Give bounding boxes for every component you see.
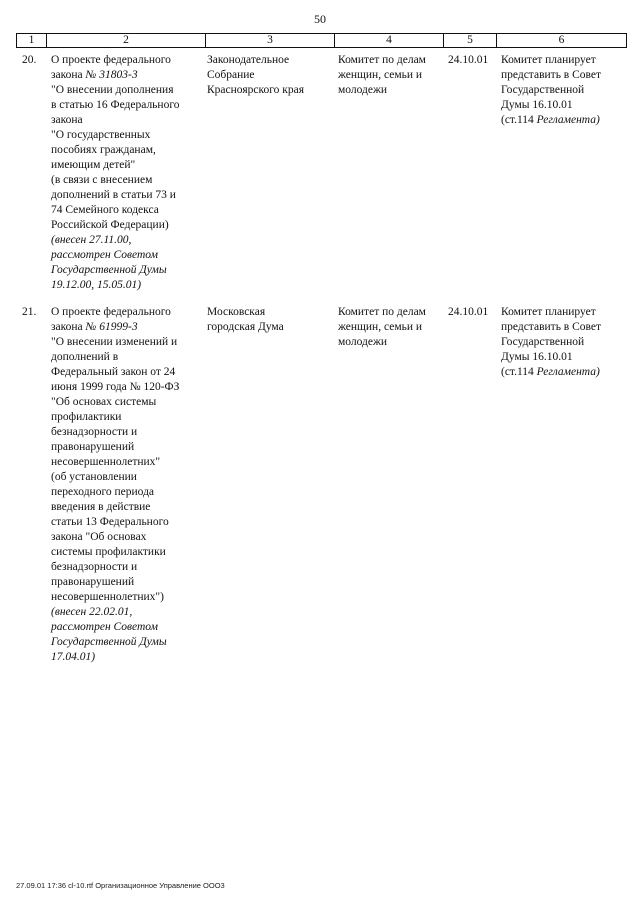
text-line: (внесен 27.11.00, <box>51 234 132 246</box>
text-line-plain-part: (ст.114 <box>501 114 537 126</box>
text-line: представить в Совет <box>501 321 602 333</box>
text-line: закона <box>51 114 83 126</box>
text-line: (об установлении <box>51 471 137 483</box>
text-line: правонарушений <box>51 576 135 588</box>
text-line: Комитет по делам <box>338 54 426 66</box>
text-line-plain-part: (ст.114 <box>501 366 537 378</box>
text-line: Комитет планирует <box>501 54 596 66</box>
text-line: имеющим детей" <box>51 159 136 171</box>
text-line: О проекте федерального <box>51 306 171 318</box>
text-line: несовершеннолетних" <box>51 456 161 468</box>
column-header-6: 6 <box>497 34 627 48</box>
text-line: Думы 16.10.01 <box>501 99 573 111</box>
date: 24.10.01 <box>448 54 489 66</box>
text-line: 17.04.01) <box>51 651 96 663</box>
initiator <box>207 305 335 335</box>
text-line: "О государственных <box>51 129 151 141</box>
text-line: Московская <box>207 306 266 318</box>
text-line: Государственной Думы <box>51 264 167 276</box>
text-line: введения в действие <box>51 501 151 513</box>
text-line: (в связи с внесением <box>51 174 153 186</box>
text-line: Федеральный закон от 24 <box>51 366 176 378</box>
bill-description <box>51 53 201 293</box>
text-line: женщин, семьи и <box>338 321 423 333</box>
bill-description <box>51 305 201 665</box>
text-line: молодежи <box>338 84 388 96</box>
text-line: профилактики <box>51 411 122 423</box>
text-line <box>51 68 201 83</box>
plan-note <box>501 53 626 128</box>
column-header-4: 4 <box>335 34 444 48</box>
text-line: О проекте федерального <box>51 54 171 66</box>
text-line: 19.12.00, 15.05.01) <box>51 279 142 291</box>
text-line: женщин, семьи и <box>338 69 423 81</box>
text-line: правонарушений <box>51 441 135 453</box>
column-header-row <box>16 33 627 48</box>
text-line-italic-part: № 61999-3 <box>85 321 138 333</box>
text-line: (внесен 22.02.01, <box>51 606 133 618</box>
text-line: в статью 16 Федерального <box>51 99 180 111</box>
text-line-plain-part: закона <box>51 69 86 81</box>
footer-info: 27.09.01 17:36 cl-10.rtf Организационное Управление ООО3 <box>16 881 225 890</box>
text-line: статьи 13 Федерального <box>51 516 169 528</box>
text-line-italic-part: Регламента) <box>536 114 600 126</box>
text-line: дополнений в статьи 73 и <box>51 189 176 201</box>
text-line: рассмотрен Советом <box>51 249 158 261</box>
text-line: рассмотрен Советом <box>51 621 158 633</box>
text-line-italic-part: Регламента) <box>536 366 600 378</box>
plan-note <box>501 305 626 380</box>
text-line: "Об основах системы <box>51 396 157 408</box>
column-header-3: 3 <box>206 34 335 48</box>
column-header-1: 1 <box>17 34 47 48</box>
text-line: июня 1999 года № 120-ФЗ <box>51 381 180 393</box>
text-line: Красноярского края <box>207 84 304 96</box>
committee <box>338 53 442 98</box>
text-line: Думы 16.10.01 <box>501 351 573 363</box>
initiator <box>207 53 335 98</box>
text-line: закона "Об основах <box>51 531 147 543</box>
text-line: безнадзорности и <box>51 426 138 438</box>
text-line: представить в Совет <box>501 69 602 81</box>
text-line <box>51 320 201 335</box>
text-line <box>501 365 626 380</box>
text-line: Комитет по делам <box>338 306 426 318</box>
text-line: Государственной <box>501 336 585 348</box>
text-line: "О внесении изменений и <box>51 336 178 348</box>
text-line: молодежи <box>338 336 388 348</box>
text-line: 74 Семейного кодекса <box>51 204 159 216</box>
text-line: Комитет планирует <box>501 306 596 318</box>
text-line: безнадзорности и <box>51 561 138 573</box>
text-line-italic-part: № 31803-3 <box>85 69 138 81</box>
text-line: дополнений в <box>51 351 119 363</box>
page-number: 50 <box>314 12 326 26</box>
text-line-plain-part: закона <box>51 321 86 333</box>
text-line: несовершеннолетних") <box>51 591 164 603</box>
text-line: Государственной Думы <box>51 636 167 648</box>
text-line: Российской Федерации) <box>51 219 169 231</box>
text-line: Государственной <box>501 84 585 96</box>
text-line <box>501 113 626 128</box>
committee <box>338 305 442 350</box>
column-header-5: 5 <box>444 34 497 48</box>
column-header-2: 2 <box>47 34 206 48</box>
text-line: Законодательное <box>207 54 290 66</box>
text-line: пособиях гражданам, <box>51 144 156 156</box>
row-number: 21. <box>22 306 37 318</box>
row-number: 20. <box>22 54 37 66</box>
text-line: системы профилактики <box>51 546 166 558</box>
text-line: "О внесении дополнения <box>51 84 174 96</box>
text-line: Собрание <box>207 69 255 81</box>
text-line: переходного периода <box>51 486 155 498</box>
date: 24.10.01 <box>448 306 489 318</box>
text-line: городская Дума <box>207 321 284 333</box>
